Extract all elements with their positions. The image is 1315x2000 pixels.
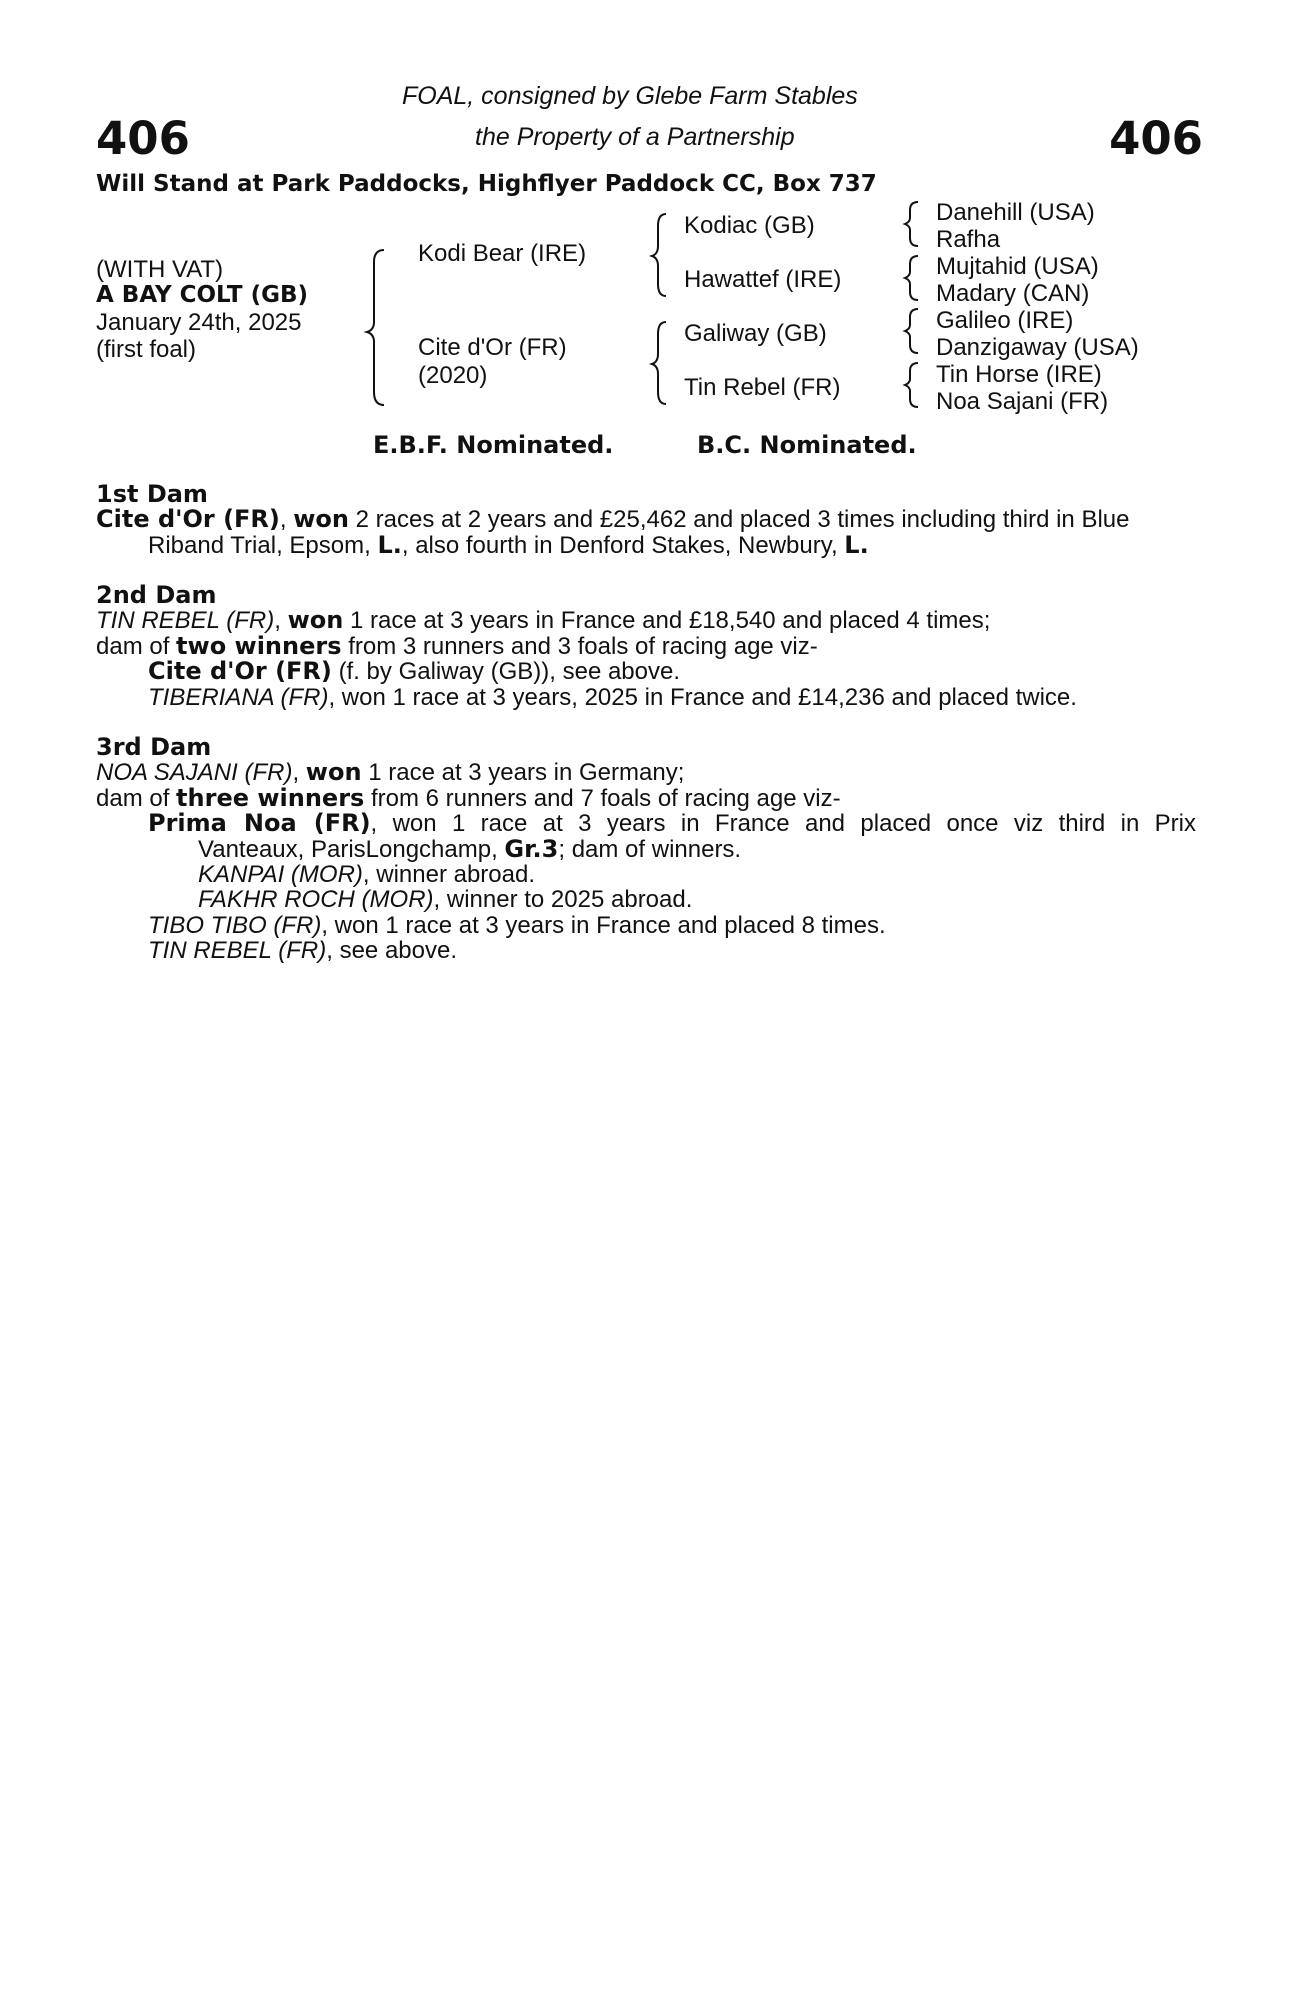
dam-year: (2020) [418, 362, 488, 389]
first-dam-text2: Riband Trial, Epsom, [148, 531, 371, 559]
gs4-bracket [905, 363, 918, 407]
gs-sss: Danehill (USA) [936, 199, 1095, 226]
second-dam-progeny2-name: TIBERIANA (FR) [148, 683, 329, 711]
foaled-date: January 24th, 2025 [96, 309, 302, 336]
second-dam-progeny1-text: (f. by Galiway (GB)), see above. [338, 658, 681, 686]
gs3-bracket [905, 309, 918, 353]
second-dam-won: won [287, 606, 344, 635]
third-dam-progeny3-text: , see above. [326, 937, 458, 965]
pedigree-brackets [0, 0, 1315, 460]
third-dam-name: NOA SAJANI (FR) [96, 759, 293, 787]
vat-label: (WITH VAT) [96, 256, 224, 283]
third-dam-progeny2-name: TIBO TIBO (FR) [148, 911, 322, 939]
first-dam-name: Cite d'Or (FR) [96, 505, 280, 534]
third-dam-heading: 3rd Dam [96, 733, 212, 761]
stand-line: Will Stand at Park Paddocks, Highflyer Paddock CC, Box 737 [96, 171, 877, 197]
first-dam-grade2: L. [844, 530, 869, 559]
second-dam-runners: from 3 runners and 3 foals of racing age viz- [348, 632, 818, 660]
first-dam-text1: 2 races at 2 years and £25,462 and placed 3 times including third in Blue [355, 506, 1130, 534]
gs-ddd: Noa Sajani (FR) [936, 388, 1109, 415]
first-dam-won: won [293, 505, 349, 534]
third-dam-progeny1-grade: Gr.3 [504, 834, 559, 863]
dam: Cite d'Or (FR) [418, 334, 567, 361]
third-dam-progeny1-text2: Vanteaux, ParisLongchamp, [198, 835, 498, 863]
third-dam-progeny1-name: Prima Noa (FR) [148, 809, 371, 838]
first-dam-text3: , also fourth in Denford Stakes, Newbury, [401, 531, 838, 559]
sire-dam: Hawattef (IRE) [684, 266, 842, 293]
third-dam-progeny3-name: TIN REBEL (FR) [148, 937, 327, 965]
gs-sdd: Madary (CAN) [936, 280, 1090, 307]
second-dam-winners: two winners [176, 631, 342, 660]
property-line: the Property of a Partnership [475, 123, 795, 151]
dam-bracket [652, 322, 666, 404]
first-dam-grade1: L. [377, 530, 402, 559]
first-dam-heading: 1st Dam [96, 480, 208, 508]
consignment-line: FOAL, consigned by Glebe Farm Stables [402, 82, 858, 110]
lot-number-right: 406 [1109, 112, 1203, 165]
sire-sire: Kodiac (GB) [684, 212, 815, 239]
third-dam-runners: from 6 runners and 7 foals of racing age viz- [371, 784, 841, 812]
gs-dss: Galileo (IRE) [936, 307, 1074, 334]
gs-ssd: Rafha [936, 226, 1001, 253]
third-dam-grandprogeny1-name: KANPAI (MOR) [198, 861, 363, 889]
third-dam-winners: three winners [176, 783, 365, 812]
gs2-bracket [905, 256, 918, 300]
sire-bracket [652, 214, 666, 296]
bc-nomination: B.C. Nominated. [697, 431, 917, 459]
horse-title: A BAY COLT (GB) [96, 282, 309, 308]
third-dam-progeny2-text: , won 1 race at 3 years in France and placed 8 times. [321, 911, 886, 939]
second-dam-name: TIN REBEL (FR) [96, 607, 275, 635]
first-dam-section: 1st Dam Cite d'Or (FR), won 2 races at 2 years and £25,462 and placed 3 times including third in Blue Riband Trial, Epsom, L., also fourth in Denford Stakes, Newbury, L. [96, 480, 1130, 559]
third-dam-won: won [305, 758, 362, 787]
ebf-nomination: E.B.F. Nominated. [373, 431, 614, 459]
foal-note: (first foal) [96, 336, 197, 363]
second-dam-progeny2-text: , won 1 race at 3 years, 2025 in France and £14,236 and placed twice. [328, 683, 1077, 711]
third-dam-grandprogeny2-text: , winner to 2025 abroad. [433, 886, 693, 914]
lot-number-left: 406 [96, 112, 190, 165]
second-dam-progeny1-name: Cite d'Or (FR) [148, 657, 332, 686]
third-dam-section: 3rd Dam NOA SAJANI (FR), won 1 race at 3 years in Germany; dam of three winners from 6 runners and 7 foals of racing age viz- Prima Noa (FR), won 1 race at 3 years in France and placed once viz third in Prix Vanteaux, ParisLongchamp, Gr.3; dam of winners. KANPAI (MOR), winner abroad. FAKHR ROCH (MOR), winner to 2025 abroad. TIBO TIBO (FR), won 1 race at 3 years in France and placed 8 times. TIN REBEL (FR), see above. [96, 733, 1196, 965]
third-dam-grandprogeny1-text: , winner abroad. [362, 861, 536, 889]
third-dam-text1: 1 race at 3 years in Germany; [368, 759, 685, 787]
dam-sire: Galiway (GB) [684, 320, 827, 347]
gs-sds: Mujtahid (USA) [936, 253, 1099, 280]
gs-dds: Tin Horse (IRE) [936, 361, 1102, 388]
second-dam-heading: 2nd Dam [96, 581, 217, 609]
second-dam-dam-of: dam of [96, 632, 170, 660]
third-dam-dam-of: dam of [96, 784, 170, 812]
gs-dsd: Danzigaway (USA) [936, 334, 1139, 361]
sire: Kodi Bear (IRE) [418, 240, 587, 267]
second-dam-text1: 1 race at 3 years in France and £18,540 and placed 4 times; [350, 607, 991, 635]
main-bracket [367, 250, 384, 405]
second-dam-section: 2nd Dam TIN REBEL (FR), won 1 race at 3 years in France and £18,540 and placed 4 times; dam of two winners from 3 runners and 3 foals of racing age viz- Cite d'Or (FR) (f. by Galiway (GB)), see above. TIBERIANA (FR), won 1 race at 3 years, 2025 in France and £14,236 and placed twice. [96, 581, 1077, 711]
third-dam-progeny1-text3: ; dam of winners. [558, 835, 742, 863]
third-dam-progeny1-text: , won 1 race at 3 years in France and placed once viz third in Prix [370, 810, 1196, 838]
third-dam-grandprogeny2-name: FAKHR ROCH (MOR) [198, 886, 434, 914]
gs1-bracket [905, 202, 918, 246]
dam-dam: Tin Rebel (FR) [684, 374, 841, 401]
